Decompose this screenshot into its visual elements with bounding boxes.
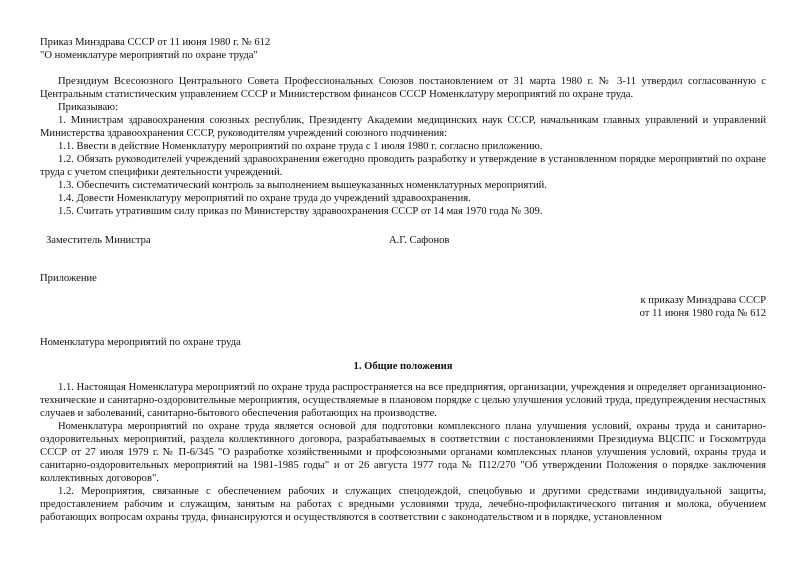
preamble-paragraph: Президиум Всесоюзного Центрального Совета Профессиональных Союзов постановлением от 31 марта 1980 г. № 3-11 утвердил согласованную с Центральным статистическим управлением СССР и Министерством финансов СССР Номенклатуру мероприятий по охране труда. [40, 76, 766, 100]
order-title: Приказ Минздрава СССР от 11 июня 1980 г. № 612 [40, 37, 271, 48]
nomenclature-title: Номенклатура мероприятий по охране труда [40, 337, 241, 348]
order-item-1-2: 1.2. Обязать руководителей учреждений здравоохранения ежегодно проводить разработку и утверждение в установленном порядке мероприятий по охране труда с учетом специфики деятельности учреждений. [40, 154, 766, 178]
appendix-ref-line2: от 11 июня 1980 года № 612 [639, 308, 766, 319]
section-paragraph-1-2: 1.2. Мероприятия, связанные с обеспечением рабочих и служащих спецодеждой, спецобувью и другими средствами индивидуальной защиты, предоставлением рабочим и служащим, занятым на работах с вредными условиями труда, лечебно-профилактического питания и молока, обучением работающих вопросам охраны труда, финансируются и осуществляются в соответствии с законодательством и в порядке, установленном [40, 486, 766, 523]
document-header [40, 36, 766, 62]
section-paragraph-2: Номенклатура мероприятий по охране труда является основой для подготовки комплексного плана улучшения условий, охраны труда и санитарно-оздоровительных мероприятий, раздела коллективного договора, разрабатываемых в соответствии с постановлениями Президиума ВЦСПС и Госкомтруда СССР от 27 июля 1979 г. № П-6/345 "О разработке хозяйственными и профсоюзными органами комплексных планов улучшения условий, охраны труда и санитарно-оздоровительных мероприятий на 1981-1985 годы" и от 26 августа 1977 года № П12/270 "Об утверждении Положения о порядке заключения коллективных договоров". [40, 421, 766, 484]
section-title: 1. Общие положения [353, 361, 453, 372]
order-subject: "О номенклатуре мероприятий по охране труда" [40, 50, 258, 61]
appendix-label: Приложение [40, 273, 97, 284]
order-item-1: 1. Министрам здравоохранения союзных республик, Президенту Академии медицинских наук СССР, начальникам главных управлений и управлений Министерства здравоохранения СССР, руководителям учреждений союзного подчинения: [40, 115, 766, 139]
order-item-1-1: 1.1. Ввести в действие Номенклатуру мероприятий по охране труда с 1 июля 1980 г. согласно приложению. [58, 141, 543, 152]
order-item-1-3: 1.3. Обеспечить систематический контроль за выполнением вышеуказанных номенклатурных мероприятий. [58, 180, 547, 191]
order-item-1-4: 1.4. Довести Номенклатуру мероприятий по охране труда до учреждений здравоохранения. [58, 193, 471, 204]
order-word: Приказываю: [58, 102, 119, 113]
appendix-reference [40, 294, 766, 320]
order-item-1-5: 1.5. Считать утратившим силу приказ по Министерству здравоохранения СССР от 14 мая 1970 года № 309. [58, 206, 543, 217]
section-paragraph-1-1: 1.1. Настоящая Номенклатура мероприятий по охране труда распространяется на все предприятия, организации, учреждения и определяет организационно-технические и санитарно-оздоровительные мероприятия, осуществляемые в плановом порядке с целью улучшения условий труда, предупреждения несчастных случаев и заболеваний, санитарно-бытового обеспечения работающих на производстве. [40, 382, 766, 419]
signature-name: А.Г. Сафонов [389, 235, 450, 246]
appendix-ref-line1: к приказу Минздрава СССР [640, 295, 766, 306]
order-body [40, 75, 766, 218]
signature-position: Заместитель Министра [46, 235, 151, 246]
section-body [40, 381, 766, 524]
